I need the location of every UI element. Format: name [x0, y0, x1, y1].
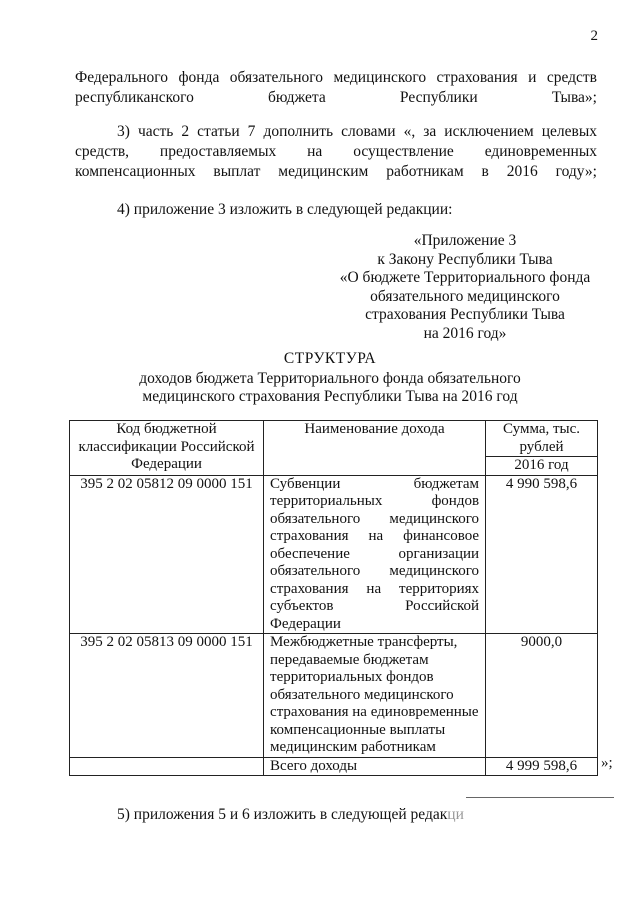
appendix-heading [310, 232, 620, 343]
header-sum-label: Сумма, тыс. рублей [503, 421, 581, 455]
appendix-line: на 2016 год» [423, 324, 507, 342]
header-year: 2016 год [486, 456, 597, 475]
header-name: Наименование дохода [264, 421, 486, 476]
header-sum [486, 421, 598, 476]
scan-line-mark [466, 797, 614, 798]
appendix-line: к Закону Республики Тыва [377, 250, 553, 268]
appendix-line: «О бюджете Территориального фонда [339, 269, 591, 286]
revenue-table [69, 420, 598, 776]
table-header-row [70, 421, 598, 476]
paragraph-fund-sources: Федерального фонда обязательного медицинского страхования и средств республиканского бюджета Республики Тыва»; [75, 69, 597, 106]
header-code: Код бюджетной классификации Российской Федерации [70, 421, 264, 476]
row-name: Межбюджетные трансферты, передаваемые бюджетам территориальных фондов обязательного медицинского страхования на единовременные компенсационные выплаты медицинским работникам [264, 634, 486, 758]
structure-subtitle-line: медицинского страхования Республики Тыва на 2016 год [142, 388, 518, 405]
row-sum: 9000,0 [486, 634, 598, 758]
structure-title: СТРУКТУРА [283, 350, 377, 367]
row-code: 395 2 02 05812 09 0000 151 [70, 475, 264, 634]
closing-quote: »; [601, 755, 613, 771]
paragraph-item-4: 4) приложение 3 изложить в следующей редакции: [117, 201, 453, 218]
appendix-line: обязательного медицинского [370, 287, 560, 305]
total-sum: 4 999 598,6 [486, 757, 598, 776]
row-sum: 4 990 598,6 [486, 475, 598, 634]
structure-subtitle [0, 370, 640, 406]
paragraph-item-5-text: 5) приложения 5 и 6 изложить в следующей редак [117, 806, 448, 823]
table-row [70, 475, 598, 634]
appendix-line: страхования Республики Тыва [365, 306, 565, 323]
structure-subtitle-line: доходов бюджета Территориального фонда обязательного [139, 370, 521, 387]
total-code-empty [70, 757, 264, 776]
table-row [70, 634, 598, 758]
row-code: 395 2 02 05813 09 0000 151 [70, 634, 264, 758]
paragraph-item-5 [75, 805, 597, 825]
page-number: 2 [590, 28, 598, 44]
paragraph-item-5-faded: ци [447, 806, 464, 823]
row-name: Субвенции бюджетам территориальных фондов обязательного медицинского страхования на финансовое обеспечение организации обязательного медицинского страхования на территориях субъектов Российской Федерации [264, 475, 486, 634]
appendix-line: «Приложение 3 [413, 232, 517, 249]
table-total-row [70, 757, 598, 776]
total-label: Всего доходы [264, 757, 486, 776]
paragraph-item-3: 3) часть 2 статьи 7 дополнить словами «, за исключением целевых средств, предоставляемых на осуществление единовременных компенсационных выплат медицинским работникам в 2016 году»; [75, 123, 597, 180]
